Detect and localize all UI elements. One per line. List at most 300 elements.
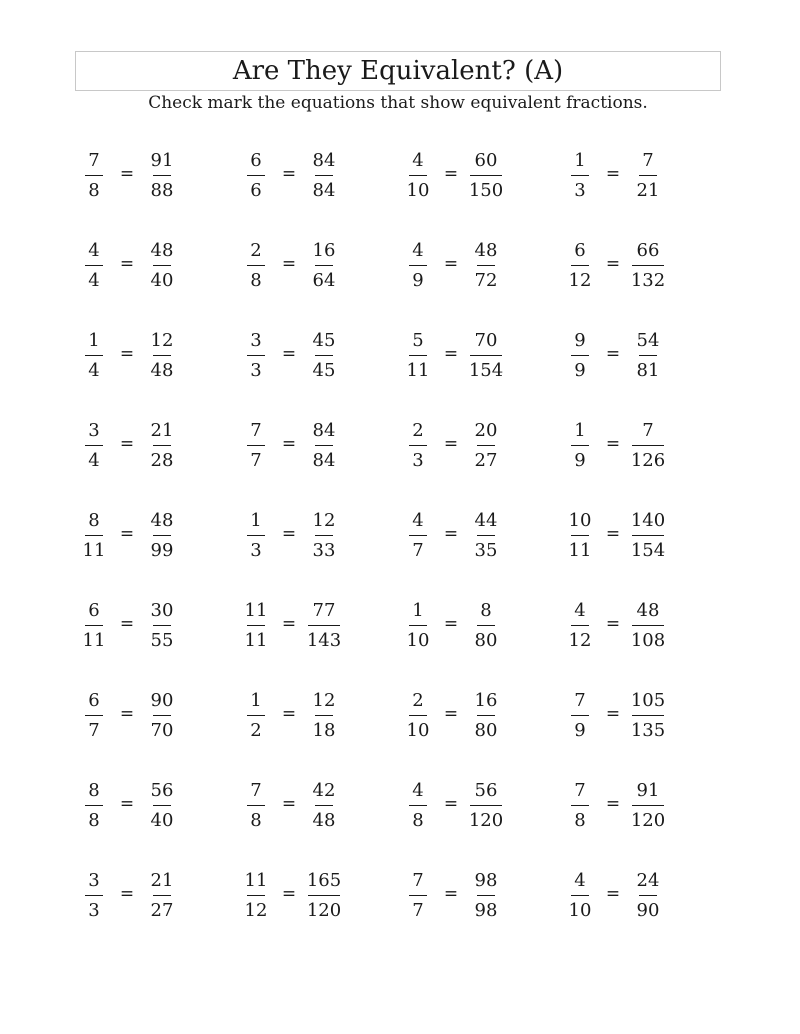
numerator: 45 [312, 330, 336, 351]
equation-r8-c2[interactable] [234, 777, 354, 837]
numerator: 10 [568, 510, 592, 531]
fraction-right [464, 597, 508, 654]
numerator: 7 [642, 420, 654, 441]
denominator: 150 [468, 180, 504, 201]
fraction-bar [409, 355, 427, 356]
denominator: 28 [150, 450, 174, 471]
numerator: 12 [150, 330, 174, 351]
fraction-left [558, 417, 602, 474]
numerator: 48 [474, 240, 498, 261]
fraction-bar [477, 895, 495, 896]
numerator: 66 [636, 240, 660, 261]
numerator: 5 [412, 330, 424, 351]
numerator: 91 [636, 780, 660, 801]
numerator: 7 [642, 150, 654, 171]
fraction-bar [308, 625, 340, 626]
denominator: 3 [88, 900, 100, 921]
fraction-bar [632, 715, 664, 716]
numerator: 11 [244, 870, 268, 891]
fraction-bar [153, 805, 171, 806]
fraction-bar [632, 265, 664, 266]
denominator: 27 [474, 450, 498, 471]
denominator: 9 [574, 450, 586, 471]
equation-r2-c4[interactable] [558, 237, 678, 297]
numerator: 44 [474, 510, 498, 531]
fraction-right [464, 687, 508, 744]
denominator: 12 [244, 900, 268, 921]
numerator: 54 [636, 330, 660, 351]
numerator: 84 [312, 420, 336, 441]
equals-sign: = [605, 344, 621, 364]
fraction-bar [571, 355, 589, 356]
fraction-right [140, 147, 184, 204]
fraction-right [626, 507, 670, 564]
denominator: 48 [150, 360, 174, 381]
equals-sign: = [443, 794, 459, 814]
fraction-right [464, 147, 508, 204]
equals-sign: = [443, 434, 459, 454]
fraction-bar [315, 445, 333, 446]
fraction-left [72, 507, 116, 564]
fraction-right [302, 867, 346, 924]
equation-r1-c2[interactable] [234, 147, 354, 207]
title-text: Are They Equivalent? (A) [232, 56, 564, 86]
equals-sign: = [119, 794, 135, 814]
fraction-bar [639, 175, 657, 176]
denominator: 9 [574, 360, 586, 381]
numerator: 4 [574, 600, 586, 621]
fraction-left [396, 417, 440, 474]
numerator: 4 [412, 510, 424, 531]
equation-r1-c3[interactable] [396, 147, 516, 207]
fraction-bar [85, 445, 103, 446]
fraction-bar [247, 715, 265, 716]
fraction-bar [85, 625, 103, 626]
fraction-right [464, 777, 508, 834]
equation-r2-c1[interactable] [72, 237, 192, 297]
fraction-right [626, 147, 670, 204]
fraction-bar [632, 445, 664, 446]
fraction-bar [308, 895, 340, 896]
denominator: 3 [250, 540, 262, 561]
fraction-left [558, 867, 602, 924]
fraction-right [302, 687, 346, 744]
denominator: 7 [412, 900, 424, 921]
equation-r2-c2[interactable] [234, 237, 354, 297]
denominator: 84 [312, 180, 336, 201]
fraction-bar [315, 175, 333, 176]
equation-r1-c1[interactable] [72, 147, 192, 207]
fraction-right [140, 687, 184, 744]
denominator: 4 [88, 360, 100, 381]
fraction-bar [153, 535, 171, 536]
equation-r3-c1[interactable] [72, 327, 192, 387]
fraction-bar [315, 805, 333, 806]
fraction-right [140, 417, 184, 474]
fraction-right [626, 327, 670, 384]
fraction-bar [85, 265, 103, 266]
denominator: 126 [630, 450, 666, 471]
numerator: 16 [312, 240, 336, 261]
fraction-right [140, 867, 184, 924]
numerator: 1 [250, 690, 262, 711]
fraction-bar [153, 355, 171, 356]
numerator: 6 [574, 240, 586, 261]
fraction-bar [409, 445, 427, 446]
equals-sign: = [443, 884, 459, 904]
fraction-right [302, 417, 346, 474]
denominator: 88 [150, 180, 174, 201]
fraction-bar [571, 715, 589, 716]
equals-sign: = [119, 524, 135, 544]
numerator: 1 [574, 420, 586, 441]
numerator: 77 [312, 600, 336, 621]
equation-r9-c4[interactable] [558, 867, 678, 927]
equation-r7-c2[interactable] [234, 687, 354, 747]
denominator: 11 [568, 540, 592, 561]
fraction-bar [315, 265, 333, 266]
fraction-left [234, 597, 278, 654]
numerator: 16 [474, 690, 498, 711]
denominator: 55 [150, 630, 174, 651]
fraction-right [302, 507, 346, 564]
numerator: 60 [474, 150, 498, 171]
fraction-left [72, 867, 116, 924]
fraction-bar [85, 355, 103, 356]
equals-sign: = [119, 344, 135, 364]
fraction-bar [247, 895, 265, 896]
equation-r5-c2[interactable] [234, 507, 354, 567]
fraction-left [558, 147, 602, 204]
numerator: 1 [412, 600, 424, 621]
fraction-right [140, 507, 184, 564]
fraction-bar [477, 535, 495, 536]
fraction-left [558, 687, 602, 744]
fraction-left [72, 327, 116, 384]
denominator: 45 [312, 360, 336, 381]
equals-sign: = [443, 254, 459, 274]
equation-r7-c1[interactable] [72, 687, 192, 747]
denominator: 3 [574, 180, 586, 201]
equals-sign: = [119, 164, 135, 184]
fraction-left [396, 867, 440, 924]
equation-r8-c3[interactable] [396, 777, 516, 837]
denominator: 9 [412, 270, 424, 291]
fraction-right [464, 327, 508, 384]
numerator: 8 [88, 780, 100, 801]
equation-r6-c2[interactable] [234, 597, 354, 657]
denominator: 80 [474, 720, 498, 741]
numerator: 56 [150, 780, 174, 801]
denominator: 154 [630, 540, 666, 561]
equation-r5-c4[interactable] [558, 507, 678, 567]
denominator: 120 [630, 810, 666, 831]
fraction-bar [315, 355, 333, 356]
equals-sign: = [443, 704, 459, 724]
fraction-left [396, 327, 440, 384]
equation-r7-c4[interactable] [558, 687, 678, 747]
fraction-right [302, 147, 346, 204]
denominator: 7 [412, 540, 424, 561]
fraction-left [72, 597, 116, 654]
fraction-left [234, 237, 278, 294]
fraction-left [72, 237, 116, 294]
numerator: 4 [412, 240, 424, 261]
equals-sign: = [443, 524, 459, 544]
equals-sign: = [605, 614, 621, 634]
denominator: 3 [250, 360, 262, 381]
numerator: 7 [574, 780, 586, 801]
numerator: 140 [630, 510, 666, 531]
numerator: 2 [412, 420, 424, 441]
fraction-bar [315, 715, 333, 716]
denominator: 10 [406, 630, 430, 651]
equals-sign: = [605, 884, 621, 904]
numerator: 3 [88, 870, 100, 891]
numerator: 7 [250, 780, 262, 801]
fraction-right [302, 237, 346, 294]
equals-sign: = [281, 884, 297, 904]
fraction-bar [571, 175, 589, 176]
fraction-bar [409, 535, 427, 536]
equation-r3-c4[interactable] [558, 327, 678, 387]
fraction-bar [470, 175, 502, 176]
fraction-bar [571, 535, 589, 536]
equals-sign: = [605, 524, 621, 544]
equals-sign: = [281, 524, 297, 544]
equals-sign: = [443, 344, 459, 364]
numerator: 70 [474, 330, 498, 351]
denominator: 120 [468, 810, 504, 831]
fraction-left [558, 237, 602, 294]
equation-r7-c3[interactable] [396, 687, 516, 747]
numerator: 8 [480, 600, 492, 621]
denominator: 70 [150, 720, 174, 741]
fraction-bar [632, 805, 664, 806]
fraction-bar [409, 805, 427, 806]
equation-r4-c2[interactable] [234, 417, 354, 477]
numerator: 12 [312, 510, 336, 531]
numerator: 6 [88, 600, 100, 621]
fraction-bar [409, 895, 427, 896]
fraction-left [396, 597, 440, 654]
denominator: 2 [250, 720, 262, 741]
equation-r6-c1[interactable] [72, 597, 192, 657]
equals-sign: = [119, 434, 135, 454]
fraction-bar [409, 265, 427, 266]
numerator: 90 [150, 690, 174, 711]
fraction-bar [153, 895, 171, 896]
denominator: 99 [150, 540, 174, 561]
fraction-bar [571, 265, 589, 266]
fraction-bar [153, 445, 171, 446]
fraction-bar [85, 895, 103, 896]
numerator: 91 [150, 150, 174, 171]
numerator: 3 [250, 330, 262, 351]
numerator: 1 [574, 150, 586, 171]
numerator: 1 [88, 330, 100, 351]
fraction-left [72, 417, 116, 474]
equation-r9-c1[interactable] [72, 867, 192, 927]
fraction-bar [571, 895, 589, 896]
denominator: 98 [474, 900, 498, 921]
fraction-bar [477, 715, 495, 716]
equation-r4-c4[interactable] [558, 417, 678, 477]
equation-r5-c3[interactable] [396, 507, 516, 567]
numerator: 4 [88, 240, 100, 261]
fraction-right [140, 777, 184, 834]
fraction-right [626, 237, 670, 294]
denominator: 8 [88, 180, 100, 201]
fraction-right [626, 687, 670, 744]
numerator: 20 [474, 420, 498, 441]
equals-sign: = [281, 254, 297, 274]
fraction-bar [639, 355, 657, 356]
fraction-bar [85, 535, 103, 536]
equals-sign: = [281, 614, 297, 634]
denominator: 12 [568, 630, 592, 651]
equals-sign: = [443, 164, 459, 184]
equals-sign: = [119, 704, 135, 724]
numerator: 24 [636, 870, 660, 891]
fraction-bar [409, 625, 427, 626]
denominator: 35 [474, 540, 498, 561]
fraction-right [140, 327, 184, 384]
denominator: 10 [406, 180, 430, 201]
denominator: 90 [636, 900, 660, 921]
fraction-bar [153, 175, 171, 176]
denominator: 48 [312, 810, 336, 831]
fraction-bar [247, 355, 265, 356]
fraction-bar [571, 625, 589, 626]
fraction-bar [85, 715, 103, 716]
denominator: 4 [88, 270, 100, 291]
fraction-bar [470, 355, 502, 356]
numerator: 4 [574, 870, 586, 891]
equals-sign: = [119, 614, 135, 634]
denominator: 72 [474, 270, 498, 291]
denominator: 143 [306, 630, 342, 651]
numerator: 21 [150, 420, 174, 441]
fraction-bar [632, 535, 664, 536]
numerator: 98 [474, 870, 498, 891]
equation-r3-c3[interactable] [396, 327, 516, 387]
equation-r9-c2[interactable] [234, 867, 354, 927]
denominator: 11 [244, 630, 268, 651]
fraction-left [558, 327, 602, 384]
denominator: 11 [82, 540, 106, 561]
equals-sign: = [605, 434, 621, 454]
fraction-left [396, 777, 440, 834]
fraction-left [72, 777, 116, 834]
denominator: 8 [574, 810, 586, 831]
denominator: 11 [406, 360, 430, 381]
denominator: 9 [574, 720, 586, 741]
equation-r8-c4[interactable] [558, 777, 678, 837]
numerator: 84 [312, 150, 336, 171]
fraction-right [464, 417, 508, 474]
fraction-bar [477, 625, 495, 626]
fraction-right [626, 867, 670, 924]
fraction-left [558, 597, 602, 654]
fraction-bar [571, 445, 589, 446]
denominator: 18 [312, 720, 336, 741]
fraction-left [234, 687, 278, 744]
denominator: 80 [474, 630, 498, 651]
numerator: 6 [250, 150, 262, 171]
fraction-left [234, 327, 278, 384]
fraction-right [302, 777, 346, 834]
equation-r2-c3[interactable] [396, 237, 516, 297]
fraction-left [72, 687, 116, 744]
numerator: 1 [250, 510, 262, 531]
equation-r4-c3[interactable] [396, 417, 516, 477]
numerator: 48 [150, 240, 174, 261]
denominator: 40 [150, 270, 174, 291]
equals-sign: = [119, 884, 135, 904]
numerator: 48 [636, 600, 660, 621]
denominator: 81 [636, 360, 660, 381]
denominator: 21 [636, 180, 660, 201]
denominator: 8 [250, 810, 262, 831]
equation-r4-c1[interactable] [72, 417, 192, 477]
fraction-left [558, 777, 602, 834]
fraction-bar [247, 535, 265, 536]
denominator: 135 [630, 720, 666, 741]
fraction-left [234, 417, 278, 474]
numerator: 7 [412, 870, 424, 891]
numerator: 4 [412, 150, 424, 171]
equals-sign: = [281, 164, 297, 184]
fraction-bar [639, 895, 657, 896]
equation-r6-c4[interactable] [558, 597, 678, 657]
equals-sign: = [443, 614, 459, 634]
equals-sign: = [605, 254, 621, 274]
fraction-right [302, 327, 346, 384]
equation-r3-c2[interactable] [234, 327, 354, 387]
denominator: 8 [412, 810, 424, 831]
fraction-bar [247, 625, 265, 626]
fraction-bar [409, 715, 427, 716]
equation-r1-c4[interactable] [558, 147, 678, 207]
denominator: 10 [406, 720, 430, 741]
equals-sign: = [605, 164, 621, 184]
numerator: 7 [250, 420, 262, 441]
numerator: 42 [312, 780, 336, 801]
equation-r6-c3[interactable] [396, 597, 516, 657]
fraction-bar [85, 175, 103, 176]
numerator: 7 [88, 150, 100, 171]
denominator: 7 [88, 720, 100, 741]
equals-sign: = [605, 794, 621, 814]
equation-r9-c3[interactable] [396, 867, 516, 927]
equation-r5-c1[interactable] [72, 507, 192, 567]
fraction-bar [247, 445, 265, 446]
numerator: 2 [250, 240, 262, 261]
denominator: 8 [88, 810, 100, 831]
fraction-right [464, 507, 508, 564]
fraction-bar [247, 175, 265, 176]
denominator: 33 [312, 540, 336, 561]
fraction-left [396, 147, 440, 204]
denominator: 8 [250, 270, 262, 291]
numerator: 21 [150, 870, 174, 891]
fraction-right [140, 237, 184, 294]
numerator: 7 [574, 690, 586, 711]
equation-r8-c1[interactable] [72, 777, 192, 837]
denominator: 6 [250, 180, 262, 201]
denominator: 4 [88, 450, 100, 471]
